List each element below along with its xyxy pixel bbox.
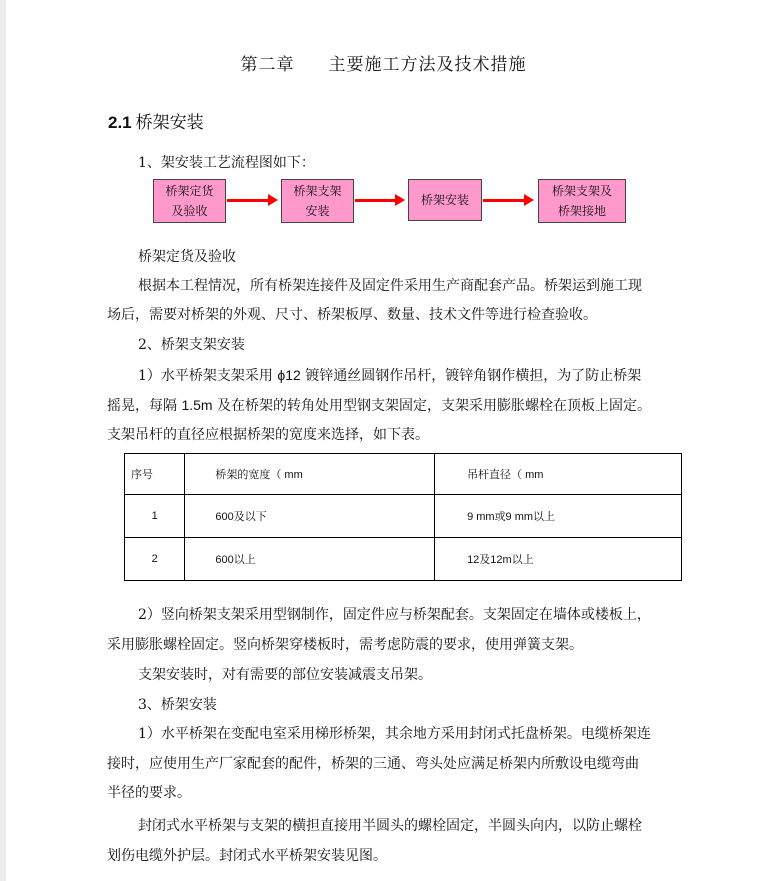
flow-intro: 1、架安装工艺流程图如下： [138,155,315,171]
spacing-value: 1.5m [181,397,213,413]
text-span: 1）水平桥架支架采用 [138,368,278,384]
paragraph-2-line-2: 场后，需要对桥架的外观、尺寸、桥架板厚、数量、技术文件等进行检查验收。 [107,307,597,323]
flow-arrow-3 [483,199,525,202]
section-title: 桥架安装 [135,113,204,133]
table-cell: 1 [125,495,185,538]
section-number: 2.1 [108,113,132,132]
table-header-cell: 序号 [125,454,185,495]
subsection-2-heading: 2、桥架支架安装 [138,337,245,353]
chapter-name: 主要施工方法及技术措施 [328,55,527,75]
chapter-title [0,50,767,75]
text-span: 摇晃，每隔 [107,398,182,414]
paragraph-8-line-1: 1）水平桥架在变配电室采用梯形桥架，其余地方采用封闭式托盘桥架。电缆桥架连 [138,726,651,742]
chapter-number: 第二章 [240,55,295,75]
paragraph-9-line-2: 划伤电缆外护层。封闭式水平桥架安装见图。 [107,848,387,864]
table-cell: 12及12m以上 [435,538,682,581]
section-heading [108,108,204,133]
flow-step-1: 桥架定货 及验收 [153,179,226,223]
table-header-cell: 吊杆直径（ mm [435,454,682,495]
paragraph-4-line-2 [107,395,651,415]
table-row [125,538,682,581]
paragraph-1: 桥架定货及验收 [138,249,236,265]
flow-arrow-1 [227,199,269,202]
flow-step-2: 桥架支架 安装 [281,179,354,223]
paragraph-4-line-3: 支架吊杆的直径应根据桥架的宽度来选择，如下表。 [107,427,429,443]
text-span: 镀锌通丝圆钢作吊杆，镀锌角钢作横担，为了防止桥架 [300,368,642,384]
paragraph-4-line-1 [138,365,641,385]
table-cell: 600以上 [185,538,435,581]
paragraph-5-line-1: 2）竖向桥架支架采用型钢制作，固定件应与桥架配套。支架固定在墙体或楼板上， [138,607,651,623]
paragraph-9-line-1: 封闭式水平桥架与支架的横担直接用半圆头的螺栓固定，半圆头向内，以防止螺栓 [138,818,642,834]
rod-diameter: ϕ12 [277,367,301,383]
table-cell: 2 [125,538,185,581]
rod-diameter-table [124,453,682,581]
paragraph-6: 支架安装时，对有需要的部位安装减震支吊架。 [138,667,432,683]
page-edge [0,0,6,881]
table-cell: 9 mm或9 mm以上 [435,495,682,538]
table-row [125,495,682,538]
table-header-cell: 桥架的宽度（ mm [185,454,435,495]
flow-step-3: 桥架安装 [408,179,482,221]
paragraph-2-line-1: 根据本工程情况，所有桥架连接件及固定件采用生产商配套产品。桥架运到施工现 [138,278,642,294]
text-span: 及在桥架的转角处用型钢支架固定，支架采用膨胀螺栓在顶板上固定。 [212,398,652,414]
flow-arrow-2 [355,199,396,202]
subsection-3-heading: 3、桥架安装 [138,697,217,713]
paragraph-8-line-2: 接时，应使用生产厂家配套的配件，桥架的三通、弯头处应满足桥架内所敷设电缆弯曲 [107,756,639,772]
paragraph-8-line-3: 半径的要求。 [107,785,191,801]
table-header-row [125,454,682,495]
flow-step-4: 桥架支架及 桥架接地 [538,179,626,223]
paragraph-5-line-2: 采用膨胀螺栓固定。竖向桥架穿楼板时，需考虑防震的要求，使用弹簧支架。 [107,637,583,653]
table-cell: 600及以下 [185,495,435,538]
